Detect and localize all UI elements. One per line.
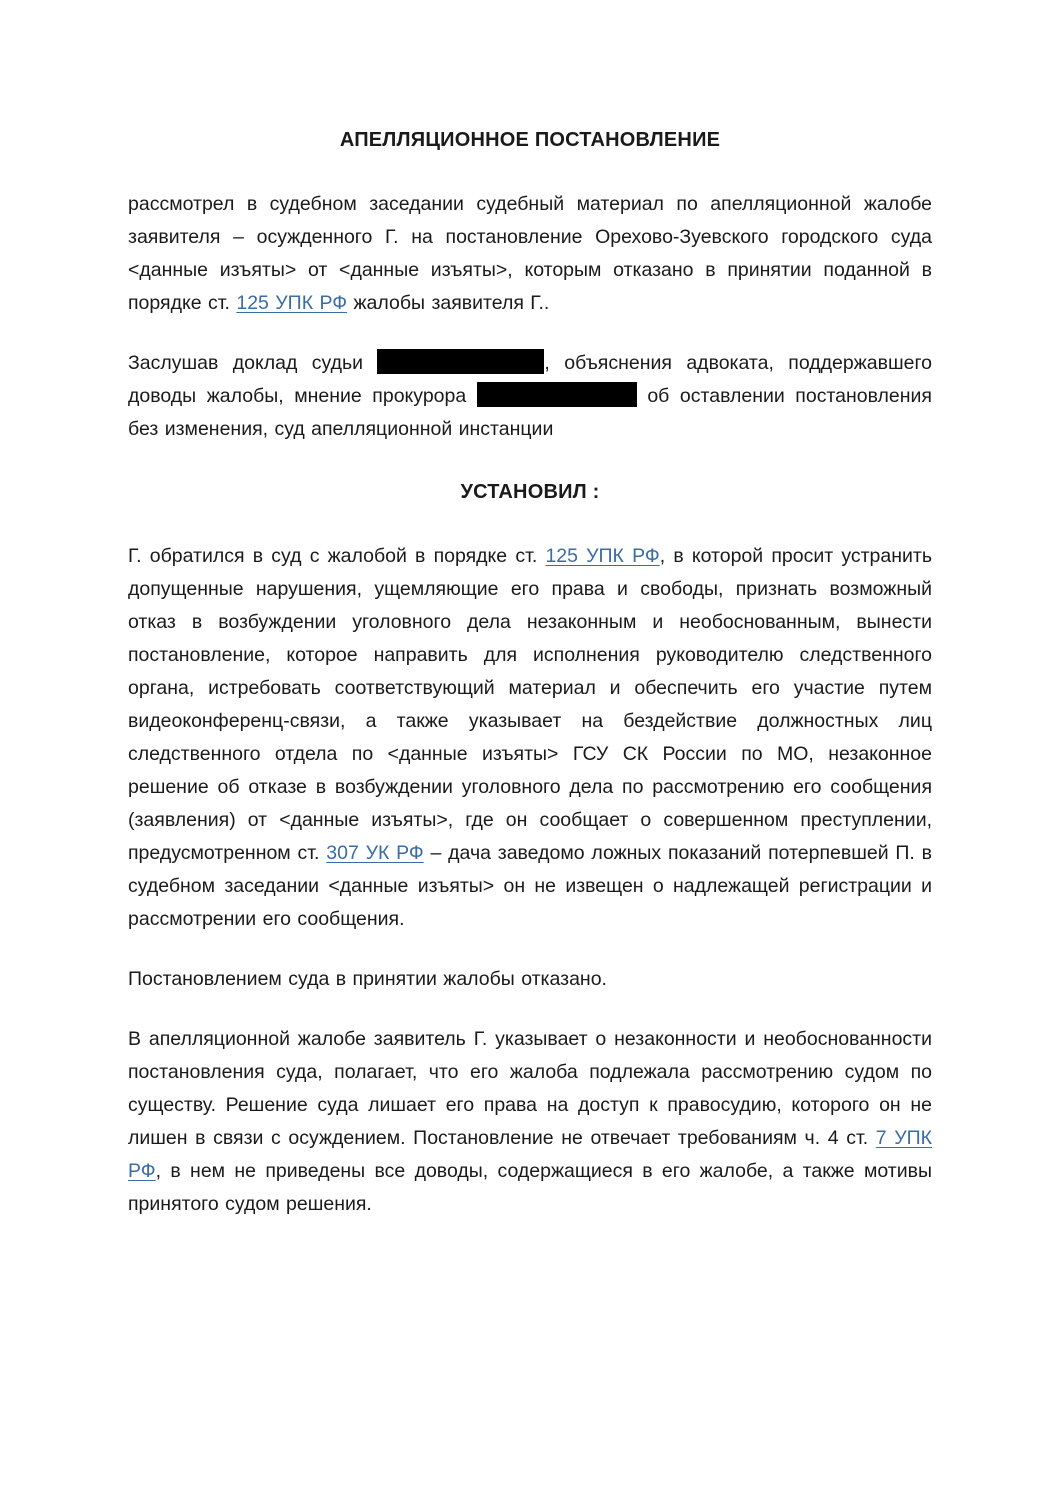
paragraph-ruling: Постановлением суда в принятии жалобы отказано. xyxy=(128,968,607,990)
section-heading-ustanovil: УСТАНОВИЛ : xyxy=(460,481,600,503)
redaction-box xyxy=(477,382,637,407)
paragraph-complaint: Г. обратился в суд с жалобой в порядке ст. 125 УПК РФ, в которой просит устранить допущенные нарушения, ущемляющие его права и свободы, признать возможный отказ в возбуждении уголовного дела незаконным и необоснованным, вынести постановление, которое направить для исполнения руководителю следственного органа, истребовать соответствующий материал и обеспечить его участие путем видеоконференц-связи, а также указывает на бездействие должностных лиц следственного отдела по <данные изъяты> ГСУ СК России по МО, незаконное решение об отказе в возбуждении уголовного дела по рассмотрению его сообщения (заявления) от <данные изъяты>, где он сообщает о совершенном преступлении, предусмотренном ст. 307 УК РФ – дача заведомо ложных показаний потерпевшей П. в судебном заседании <данные изъяты> он не извещен о надлежащей регистрации и рассмотрении его сообщения. xyxy=(128,545,932,930)
paragraph-appeal: В апелляционной жалобе заявитель Г. указывает о незаконности и необоснованности постановления суда, полагает, что его жалоба подлежала рассмотрению судом по существу. Решение суда лишает его права на доступ к правосудию, которого он не лишен в связи с осуждением. Постановление не отвечает требованиям ч. 4 ст. 7 УПК РФ, в нем не приведены все доводы, содержащиеся в его жалобе, а также мотивы принятого судом решения. xyxy=(128,1028,932,1215)
paragraph-hearing: Заслушав доклад судьи , объяснения адвоката, поддержавшего доводы жалобы, мнение прокурора об оставлении постановления без изменения, суд апелляционной инстанции xyxy=(128,347,932,446)
statute-link[interactable]: 125 УПК РФ xyxy=(236,292,348,314)
redaction-box xyxy=(377,349,544,374)
statute-link[interactable]: 7 УПК РФ xyxy=(128,1127,932,1182)
paragraph-intro: рассмотрел в судебном заседании судебный материал по апелляционной жалобе заявителя – осужденного Г. на постановление Орехово-Зуевского городского суда <данные изъяты> от <данные изъяты>, которым отказано в принятии поданной в порядке ст. 125 УПК РФ жалобы заявителя Г.. xyxy=(128,193,932,314)
document-title: АПЕЛЛЯЦИОННОЕ ПОСТАНОВЛЕНИЕ xyxy=(339,129,721,151)
statute-link[interactable]: 307 УК РФ xyxy=(326,842,424,864)
statute-link[interactable]: 125 УПК РФ xyxy=(545,545,660,567)
